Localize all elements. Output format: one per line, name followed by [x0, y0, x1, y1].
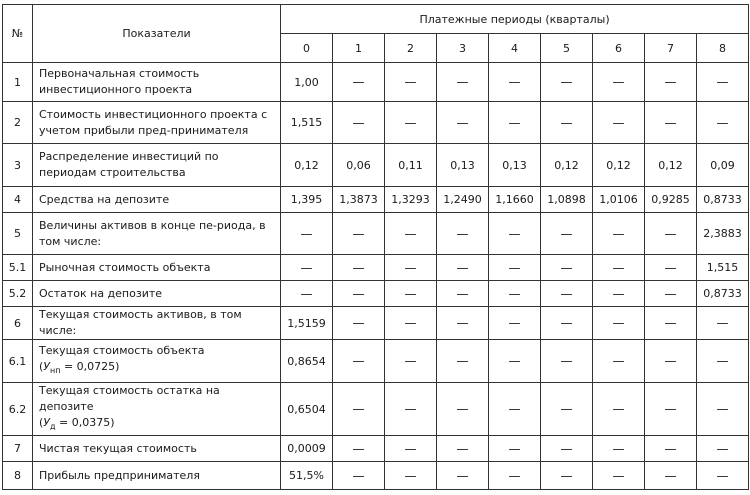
table-row: [3, 255, 749, 281]
cell-period-4: —: [489, 255, 541, 281]
cell-period-2: —: [385, 436, 437, 462]
cell-period-6: —: [593, 307, 645, 340]
row-number: 1: [3, 63, 33, 102]
header-period-7: 7: [645, 34, 697, 63]
cell-period-4: —: [489, 213, 541, 255]
row-indicator: Рыночная стоимость объекта: [33, 255, 281, 281]
cell-period-7: 0,12: [645, 144, 697, 187]
row-indicator: Средства на депозите: [33, 187, 281, 213]
cell-period-3: —: [437, 255, 489, 281]
cell-period-1: —: [333, 213, 385, 255]
cell-period-5: —: [541, 255, 593, 281]
cell-period-8: 0,8733: [697, 187, 749, 213]
cell-period-5: —: [541, 383, 593, 436]
cell-period-0: 1,515: [281, 102, 333, 144]
cell-period-5: —: [541, 213, 593, 255]
header-period-1: 1: [333, 34, 385, 63]
investment-table-container: [2, 4, 749, 490]
cell-period-2: 1,3293: [385, 187, 437, 213]
cell-period-7: —: [645, 63, 697, 102]
cell-period-6: —: [593, 436, 645, 462]
row-number: 4: [3, 187, 33, 213]
cell-period-0: 1,00: [281, 63, 333, 102]
cell-period-1: —: [333, 436, 385, 462]
cell-period-2: 0,11: [385, 144, 437, 187]
table-row: [3, 102, 749, 144]
cell-period-0: 51,5%: [281, 462, 333, 490]
cell-period-4: 0,13: [489, 144, 541, 187]
cell-period-6: —: [593, 281, 645, 307]
row-indicator: Текущая стоимость остатка на депозите $(У_д = 0,0375)$: [33, 383, 281, 436]
row-indicator: Стоимость инвестиционного проекта с учетом прибыли пред-принимателя: [33, 102, 281, 144]
cell-period-5: —: [541, 281, 593, 307]
cell-period-7: —: [645, 383, 697, 436]
row-indicator: Текущая стоимость активов, в том числе:: [33, 307, 281, 340]
header-period-3: 3: [437, 34, 489, 63]
row-indicator: Первоначальная стоимость инвестиционного проекта: [33, 63, 281, 102]
cell-period-0: 1,395: [281, 187, 333, 213]
cell-period-6: —: [593, 63, 645, 102]
cell-period-6: —: [593, 383, 645, 436]
rate-value: = 0,0725): [60, 359, 120, 373]
cell-period-1: —: [333, 307, 385, 340]
table-row: [3, 281, 749, 307]
cell-period-1: —: [333, 102, 385, 144]
table-row: [3, 462, 749, 490]
table-body: [3, 63, 749, 490]
header-period-8: 8: [697, 34, 749, 63]
row-number: 6: [3, 307, 33, 340]
row-indicator: Величины активов в конце пе-риода, в том числе:: [33, 213, 281, 255]
cell-period-8: 0,8733: [697, 281, 749, 307]
header-period-5: 5: [541, 34, 593, 63]
row-indicator-label: Текущая стоимость объекта: [39, 343, 205, 357]
cell-period-3: —: [437, 63, 489, 102]
cell-period-5: —: [541, 63, 593, 102]
cell-period-0: 1,5159: [281, 307, 333, 340]
cell-period-1: —: [333, 63, 385, 102]
cell-period-2: —: [385, 102, 437, 144]
cell-period-8: 2,3883: [697, 213, 749, 255]
cell-period-3: —: [437, 102, 489, 144]
rate-symbol: У: [43, 359, 50, 373]
rate-value: = 0,0375): [55, 416, 115, 429]
cell-period-5: —: [541, 340, 593, 383]
cell-period-3: —: [437, 213, 489, 255]
cell-period-4: —: [489, 281, 541, 307]
table-row: [3, 340, 749, 383]
cell-period-2: —: [385, 255, 437, 281]
row-number: 6.1: [3, 340, 33, 383]
cell-period-3: —: [437, 462, 489, 490]
rate-subscript: нп: [50, 366, 61, 376]
header-period-6: 6: [593, 34, 645, 63]
cell-period-1: —: [333, 255, 385, 281]
cell-period-4: —: [489, 307, 541, 340]
row-indicator: Распределение инвестиций по периодам строительства: [33, 144, 281, 187]
cell-period-6: —: [593, 340, 645, 383]
cell-period-0: —: [281, 281, 333, 307]
cell-period-5: —: [541, 102, 593, 144]
cell-period-6: —: [593, 462, 645, 490]
table-row: [3, 63, 749, 102]
cell-period-6: —: [593, 213, 645, 255]
table-row: [3, 187, 749, 213]
cell-period-8: —: [697, 340, 749, 383]
cell-period-5: 0,12: [541, 144, 593, 187]
cell-period-6: —: [593, 255, 645, 281]
cell-period-7: —: [645, 102, 697, 144]
cell-period-5: —: [541, 307, 593, 340]
cell-period-7: —: [645, 307, 697, 340]
cell-period-8: —: [697, 102, 749, 144]
cell-period-8: 0,09: [697, 144, 749, 187]
table-row: [3, 307, 749, 340]
cell-period-6: —: [593, 102, 645, 144]
cell-period-3: 1,2490: [437, 187, 489, 213]
cell-period-2: —: [385, 383, 437, 436]
cell-period-3: —: [437, 340, 489, 383]
cell-period-8: —: [697, 383, 749, 436]
table-row: [3, 144, 749, 187]
header-period-2: 2: [385, 34, 437, 63]
cell-period-3: 0,13: [437, 144, 489, 187]
cell-period-8: —: [697, 307, 749, 340]
cell-period-7: —: [645, 340, 697, 383]
investment-table: [2, 4, 749, 490]
cell-period-6: 0,12: [593, 144, 645, 187]
table-row: [3, 383, 749, 436]
cell-period-7: —: [645, 436, 697, 462]
cell-period-2: —: [385, 281, 437, 307]
cell-period-8: —: [697, 436, 749, 462]
row-number: 5.1: [3, 255, 33, 281]
header-periods-title: Платежные периоды (кварталы): [281, 5, 749, 34]
header-number: №: [3, 5, 33, 63]
row-indicator-label: Текущая стоимость остатка на депозите: [39, 384, 220, 413]
cell-period-2: —: [385, 213, 437, 255]
row-number: 7: [3, 436, 33, 462]
cell-period-0: 0,12: [281, 144, 333, 187]
cell-period-8: 1,515: [697, 255, 749, 281]
header-period-0: 0: [281, 34, 333, 63]
cell-period-2: —: [385, 63, 437, 102]
cell-period-6: 1,0106: [593, 187, 645, 213]
row-number: 8: [3, 462, 33, 490]
cell-period-3: —: [437, 383, 489, 436]
cell-period-3: —: [437, 307, 489, 340]
cell-period-1: 1,3873: [333, 187, 385, 213]
row-indicator: Остаток на депозите: [33, 281, 281, 307]
cell-period-2: —: [385, 340, 437, 383]
cell-period-7: —: [645, 281, 697, 307]
cell-period-3: —: [437, 436, 489, 462]
cell-period-7: —: [645, 462, 697, 490]
cell-period-5: 1,0898: [541, 187, 593, 213]
header-period-4: 4: [489, 34, 541, 63]
cell-period-0: 0,0009: [281, 436, 333, 462]
row-number: 2: [3, 102, 33, 144]
header-indicator: Показатели: [33, 5, 281, 63]
row-number: 6.2: [3, 383, 33, 436]
cell-period-8: —: [697, 462, 749, 490]
cell-period-1: —: [333, 383, 385, 436]
row-number: 3: [3, 144, 33, 187]
cell-period-0: —: [281, 213, 333, 255]
cell-period-1: 0,06: [333, 144, 385, 187]
cell-period-7: —: [645, 255, 697, 281]
rate-symbol: У: [43, 416, 50, 429]
rate-subscript: д: [50, 422, 56, 432]
cell-period-4: —: [489, 462, 541, 490]
cell-period-5: —: [541, 462, 593, 490]
cell-period-8: —: [697, 63, 749, 102]
cell-period-7: —: [645, 213, 697, 255]
cell-period-5: —: [541, 436, 593, 462]
cell-period-1: —: [333, 462, 385, 490]
cell-period-0: 0,6504: [281, 383, 333, 436]
cell-period-2: —: [385, 462, 437, 490]
cell-period-1: —: [333, 281, 385, 307]
cell-period-4: —: [489, 383, 541, 436]
row-number: 5.2: [3, 281, 33, 307]
cell-period-0: 0,8654: [281, 340, 333, 383]
cell-period-4: —: [489, 340, 541, 383]
table-row: [3, 436, 749, 462]
cell-period-7: 0,9285: [645, 187, 697, 213]
cell-period-4: —: [489, 102, 541, 144]
cell-period-2: —: [385, 307, 437, 340]
cell-period-0: —: [281, 255, 333, 281]
cell-period-4: —: [489, 436, 541, 462]
row-number: 5: [3, 213, 33, 255]
cell-period-1: —: [333, 340, 385, 383]
table-row: [3, 213, 749, 255]
row-indicator: Текущая стоимость объекта $(У_{нп} = 0,0725)$: [33, 340, 281, 383]
cell-period-4: —: [489, 63, 541, 102]
row-indicator: Чистая текущая стоимость: [33, 436, 281, 462]
cell-period-4: 1,1660: [489, 187, 541, 213]
row-indicator: Прибыль предпринимателя: [33, 462, 281, 490]
cell-period-3: —: [437, 281, 489, 307]
